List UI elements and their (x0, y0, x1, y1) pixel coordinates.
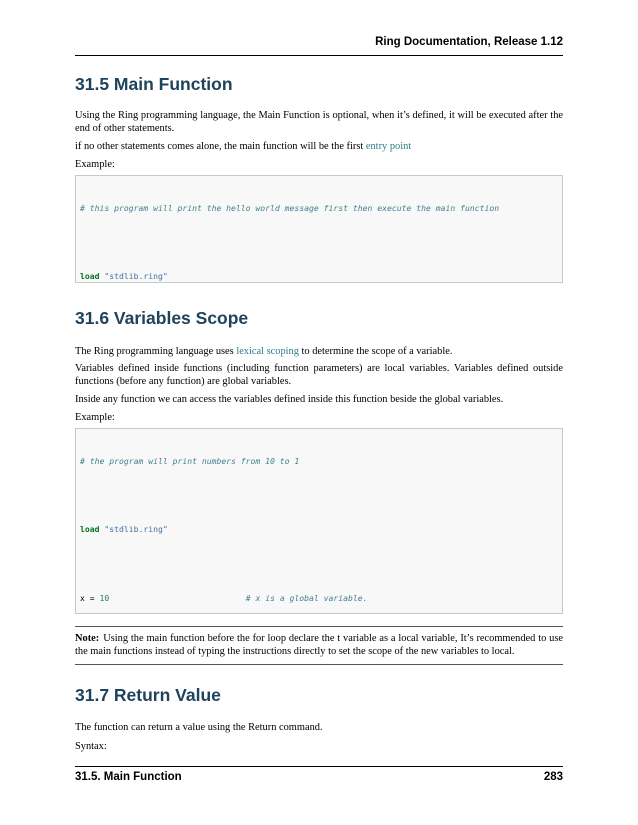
paragraph-text: to determine the scope of a variable. (298, 346, 453, 357)
paragraph-text: if no other statements comes alone, the main function will be the first (75, 141, 366, 152)
main-function-paragraph-2 (75, 140, 563, 153)
code-keyword: load (80, 524, 100, 535)
heading-return-value: 31.7 Return Value (75, 685, 221, 705)
code-string: "stdlib.ring" (104, 271, 168, 282)
code-comment: # the program will print numbers from 10 to 1 (80, 455, 300, 466)
code-blank (80, 237, 558, 248)
code-string: "stdlib.ring" (104, 524, 168, 535)
note-label: Note: (75, 633, 100, 644)
code-keyword: load (80, 271, 100, 282)
code-number: 10 (99, 592, 110, 603)
lexical-scoping-link[interactable]: lexical scoping (236, 346, 299, 357)
scope-paragraph-3: Inside any function we can access the variables defined inside this function beside the global variables. (75, 394, 504, 405)
running-header: Ring Documentation, Release 1.12 (375, 36, 563, 48)
code-comment: # this program will print the hello world message first then execute the main function (80, 202, 500, 213)
heading-variables-scope: 31.6 Variables Scope (75, 308, 249, 328)
entry-point-link[interactable]: entry point (365, 141, 412, 152)
note-box (75, 626, 563, 665)
paragraph-text: The Ring programming language uses (75, 346, 237, 357)
return-paragraph-1: The function can return a value using the Return command. (75, 722, 323, 733)
main-function-paragraph-1: Using the Ring programming language, the Main Function is optional, when it’s defined, it will be executed after the end of other statements. (75, 110, 563, 134)
syntax-label: Syntax: (75, 741, 107, 752)
code-line (80, 271, 558, 282)
code-comment: # x is a global variable. (245, 592, 368, 603)
code-text: x = (80, 592, 100, 603)
scope-paragraph-1 (75, 345, 563, 358)
example-label-1: Example: (75, 159, 115, 170)
header-rule (75, 55, 563, 56)
code-block-variables-scope (75, 428, 563, 614)
code-line (80, 524, 558, 535)
scope-paragraph-2: Variables defined inside functions (including function parameters) are local variables. Variables defined outside functions (before any function) are global variables. (75, 363, 563, 387)
heading-main-function: 31.5 Main Function (75, 74, 233, 94)
note-text: Using the main function before the for loop declare the t variable as a local variable, It’s recommended to use the main functions instead of typing the instructions directly to set the scope of the new variables to local. (75, 633, 563, 657)
footer-page-number: 283 (543, 771, 563, 783)
code-block-main-function (75, 175, 563, 283)
footer-section: 31.5. Main Function (75, 771, 182, 783)
code-blank (80, 490, 558, 501)
code-space (109, 593, 245, 603)
footer-rule (75, 766, 563, 767)
code-line (80, 593, 558, 604)
code-blank (80, 558, 558, 569)
example-label-2: Example: (75, 412, 115, 423)
